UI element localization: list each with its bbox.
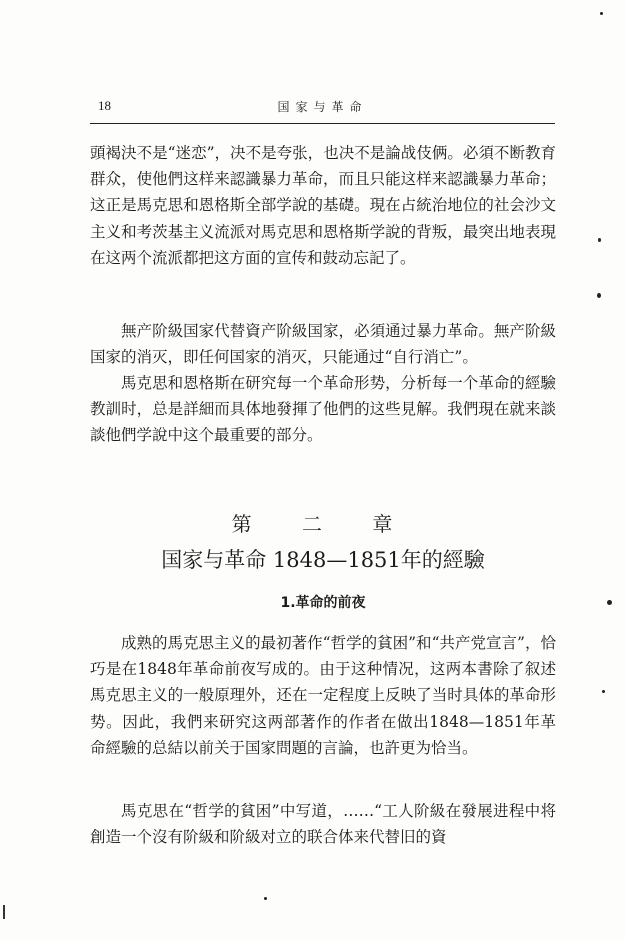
section-heading: 1.革命的前夜 [280,595,366,611]
paragraph-poverty-of-philosophy: 馬克思在“哲学的貧困”中写道，……“工人阶級在發展进程中将創造一个沒有阶級和阶級对立的联合体来代替旧的資 [90,802,556,847]
scan-speck [607,600,612,605]
running-title: 国家与革命 [277,100,368,114]
page-number: 18 [98,98,111,113]
paragraph-marx-engels-study: 馬克思和恩格斯在研究每一个革命形势，分析每一个革命的經驗教訓时，总是詳細而具体地發揮了他們的这些見解。我們現在就来談談他們学說中这个最重要的部分。 [90,374,556,445]
scan-edge-mark [3,905,5,919]
chapter-title: 国家与革命 1848—1851年的經驗 [161,548,485,572]
header-rule [90,123,555,124]
paragraph-proletarian-state: 無产阶級国家代替資产阶級国家，必須通过暴力革命。無产阶級国家的消灭，即任何国家的消灭，只能通过“自行消亡”。 [90,322,556,367]
scan-speck [598,238,601,242]
page-header [90,98,555,120]
scan-speck [600,12,603,15]
scan-speck [597,293,601,298]
paragraph-continued: 頭褐決不是“迷恋”，决不是夸张，也决不是論战伎俩。必須不断教育群众，使他們这样来認識暴力革命，而且只能这样来認識暴力革命；这正是馬克思和恩格斯全部学說的基礎。現在占統治地位的社会沙文主义和考茨基主义流派对馬克思和恩格斯学說的背叛，最突出地表現在这两个流派都把这方面的宣传和鼓动忘記了。 [90,144,556,267]
chapter-number: 第 二 章 [231,512,415,536]
paragraph-eve-of-revolution: 成熟的馬克思主义的最初著作“哲学的貧困”和“共产党宣言”，恰巧是在1848年革命前夜写成的。由于这种情况，这两本書除了叙述馬克思主义的一般原理外，还在一定程度上反映了当时具体的革命形势。因此，我們来研究这两部著作的作者在做出1848—1851年革命經驗的总結以前关于国家問題的言論，也許更为恰当。 [90,634,556,757]
scan-speck [264,897,267,900]
scan-speck [602,690,605,693]
